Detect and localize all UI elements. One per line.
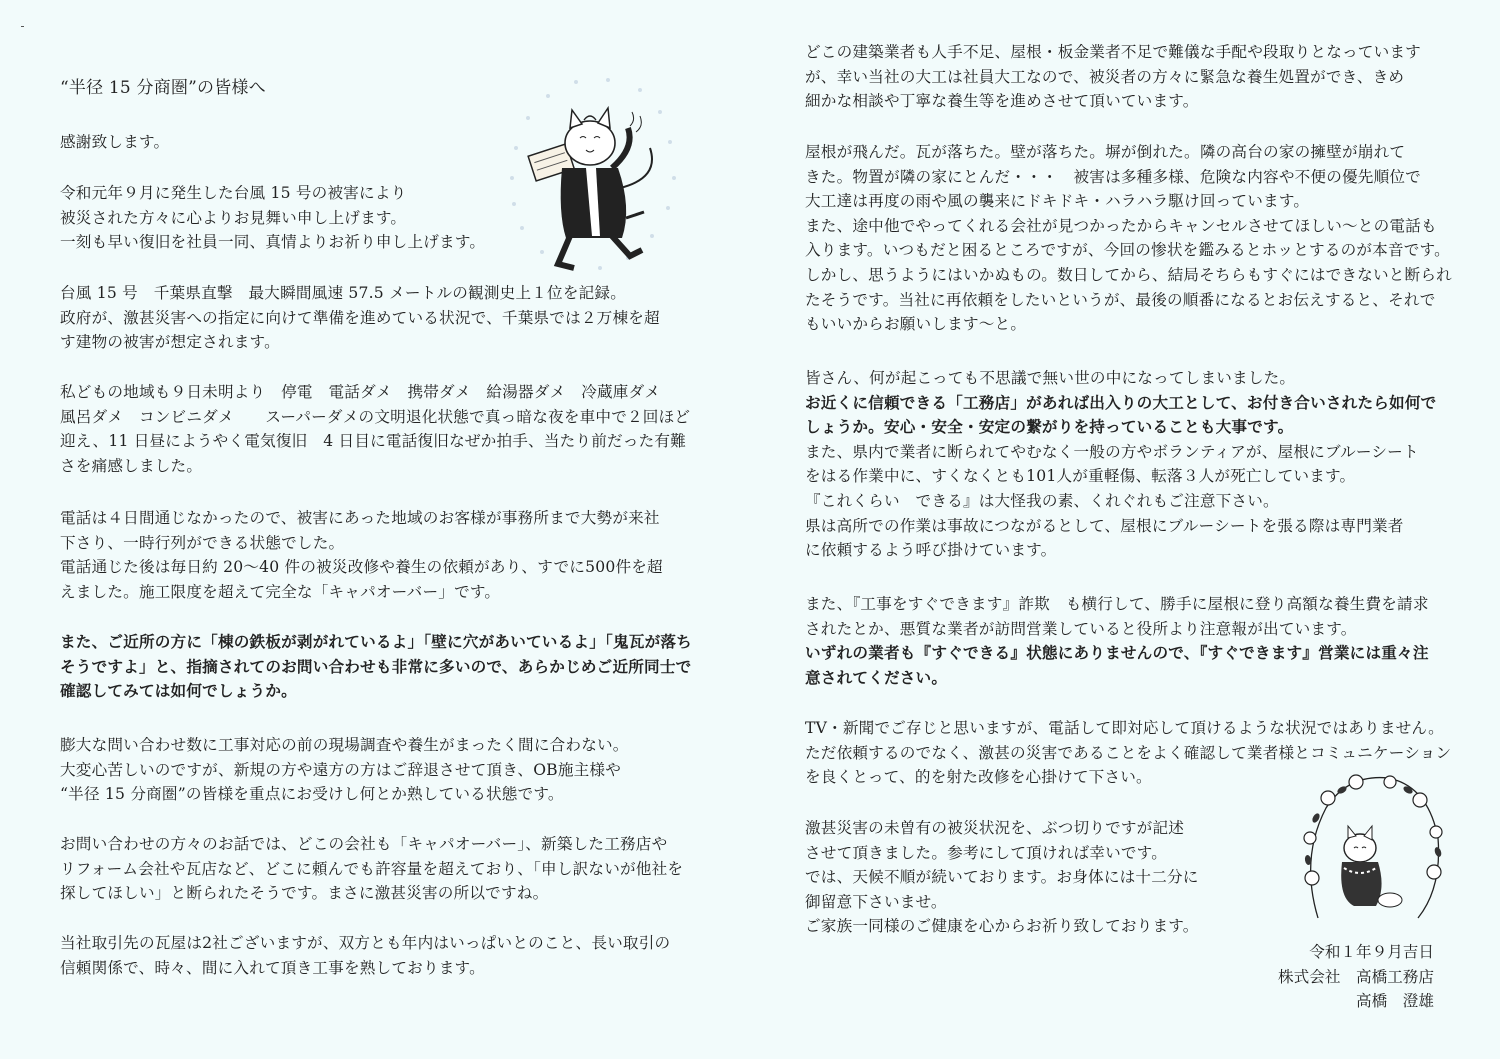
left-paragraph-8: お問い合わせの方々のお話では、どこの会社も「キャパオーバー」、新築した工務店や リフォーム会社や瓦店など、どこに頼んでも許容量を超えており、「申し訳ないが他社を 探してほしい」と断られたそうです。まさに激甚災害の所以ですね。 bbox=[60, 835, 684, 903]
left-paragraph-4: 私どもの地域も９日未明より 停電 電話ダメ 携帯ダメ 給湯器ダメ 冷蔵庫ダメ 風呂ダメ コンビニダメ スーパーダメの文明退化状態で真っ暗な夜を車中で２回ほど 迎え、11 日昼にようやく電気復旧 4 日目に電話復旧なぜか拍手、当たり前だった有難 さを痛感しました。 bbox=[60, 383, 691, 475]
left-paragraph-7: 膨大な問い合わせ数に工事対応の前の現場調査や養生がまったく間に合わない。 大変心苦しいのですが、新規の方や遠方の方はご辞退させて頂き、OB施主様や “半径 15 分商圏”の皆様を重点にお受けし何とか熟している状態です。 bbox=[60, 736, 629, 804]
left-paragraph-9: 当社取引先の瓦屋は2社ございますが、双方とも年内はいっぱいとのこと、長い取引の 信頼関係で、時々、間に入れて頂き工事を熟しております。 bbox=[60, 934, 671, 977]
left-paragraph-3: 台風 15 号 千葉県直撃 最大瞬間風速 57.5 メートルの観測史上１位を記録。 政府が、激甚災害への指定に向けて準備を進めている状況で、千葉県では２万棟を超 す建物の被害が想定されます。 bbox=[60, 284, 660, 352]
right-paragraph-3: 皆さん、何が起こっても不思議で無い世の中になってしまいました。 お近くに信頼できる「工務店」があれば出入りの大工として、お付き合いされたら如何で しょうか。安心・安全・安定の繋がりを持っていることも大事です。 また、県内で業者に断られてやむなく一般の方やボランティアが、屋根にブルーシート をはる作業中に、すくなくとも101人が重軽傷、転落３人が死亡しています。 『これくらい できる』は大怪我の素、くれぐれもご注意下さい。 県は高所での作業は事故につながるとして、屋根にブルーシートを張る際は専門業者 に依頼するよう呼び掛けています。 bbox=[805, 369, 1437, 560]
scan-speck bbox=[21, 26, 24, 27]
letter-date: 令和１年９月吉日 bbox=[1309, 943, 1434, 961]
right-paragraph-1: どこの建築業者も人手不足、屋根・板金業者不足で難儀な手配や段取りとなっています が、幸い当社の大工は社員大工なので、被災者の方々に緊急な養生処置ができ、きめ 細かな相談や丁寧な養生等を進めさせて頂いています。 bbox=[805, 43, 1421, 111]
left-paragraph-5: 電話は４日間通じなかったので、被害にあった地域のお客様が事務所まで大勢が来社 下さり、一時行列ができる状態でした。 電話通じた後は毎日約 20～40 件の被災改修や養生の依頼があり、すでに500件を超 えました。施工限度を超えて完全な「キャパオーバー」です。 bbox=[60, 509, 663, 601]
left-paragraph-1: 感謝致します。 bbox=[60, 133, 170, 151]
author-name: 高橋 澄雄 bbox=[1356, 992, 1434, 1011]
cat-flower-wreath-icon bbox=[1298, 768, 1448, 928]
left-paragraph-2: 令和元年９月に発生した台風 15 号の被害により 被災された方々に心よりお見舞い申し上げます。 一刻も早い復旧を社員一同、真情よりお祈り申し上げます。 bbox=[60, 184, 486, 252]
cat-carpenter-icon bbox=[500, 68, 680, 288]
company-name: 株式会社 高橋工務店 bbox=[1278, 967, 1434, 986]
signature-block bbox=[1278, 940, 1434, 1014]
right-paragraph-6: 激甚災害の未曽有の被災状況を、ぶつ切りですが記述 させて頂きました。参考にして頂ければ幸いです。 では、天候不順が続いております。お身体には十二分に 御留意下さいませ。 ご家族一同様のご健康を心からお祈り致しております。 bbox=[805, 819, 1199, 936]
right-paragraph-5: TV・新聞でご存じと思いますが、電話して即対応して頂けるような状況ではありません。 ただ依頼するのでなく、激甚の災害であることをよく確認して業者様とコミュニケーション を良くとって、的を射た改修を心掛けて下さい。 bbox=[805, 719, 1452, 787]
right-paragraph-4: また、『工事をすぐできます』詐欺 も横行して、勝手に屋根に登り高額な養生費を請求 されたとか、悪質な業者が訪問営業していると役所より注意報が出ています。 いずれの業者も『すぐできる』状態にありませんので、『すぐできます』営業には重々注 意されてください。 bbox=[805, 595, 1429, 687]
left-paragraph-6: また、ご近所の方に「棟の鉄板が剥がれているよ」「壁に穴があいているよ」「鬼瓦が落ち そうですよ」と、指摘されてのお問い合わせも非常に多いので、あらかじめご近所同士で 確認してみては如何でしょうか。 bbox=[60, 632, 692, 701]
letter-title: “半径 15 分商圏”の皆様へ bbox=[60, 78, 266, 98]
right-paragraph-2: 屋根が飛んだ。瓦が落ちた。壁が落ちた。塀が倒れた。隣の高台の家の擁壁が崩れて きた。物置が隣の家にとんだ・・・ 被害は多種多様、危険な内容や不便の優先順位で 大工達は再度の雨や風の襲来にドキドキ・ハラハラ駆け回っています。 また、途中他でやってくれる会社が見つかったからキャンセルさせてほしい～との電話も 入ります。いつもだと困るところですが、今回の惨状を鑑みるとホッとするのが本音です。 しかし、思うようにはいかぬもの。数日してから、結局そちらもすぐにはできないと断られ たそうです。当社に再依頼をしたいというが、最後の順番になるとお伝えすると、それで もいいからお願いします～と。 bbox=[805, 143, 1452, 334]
